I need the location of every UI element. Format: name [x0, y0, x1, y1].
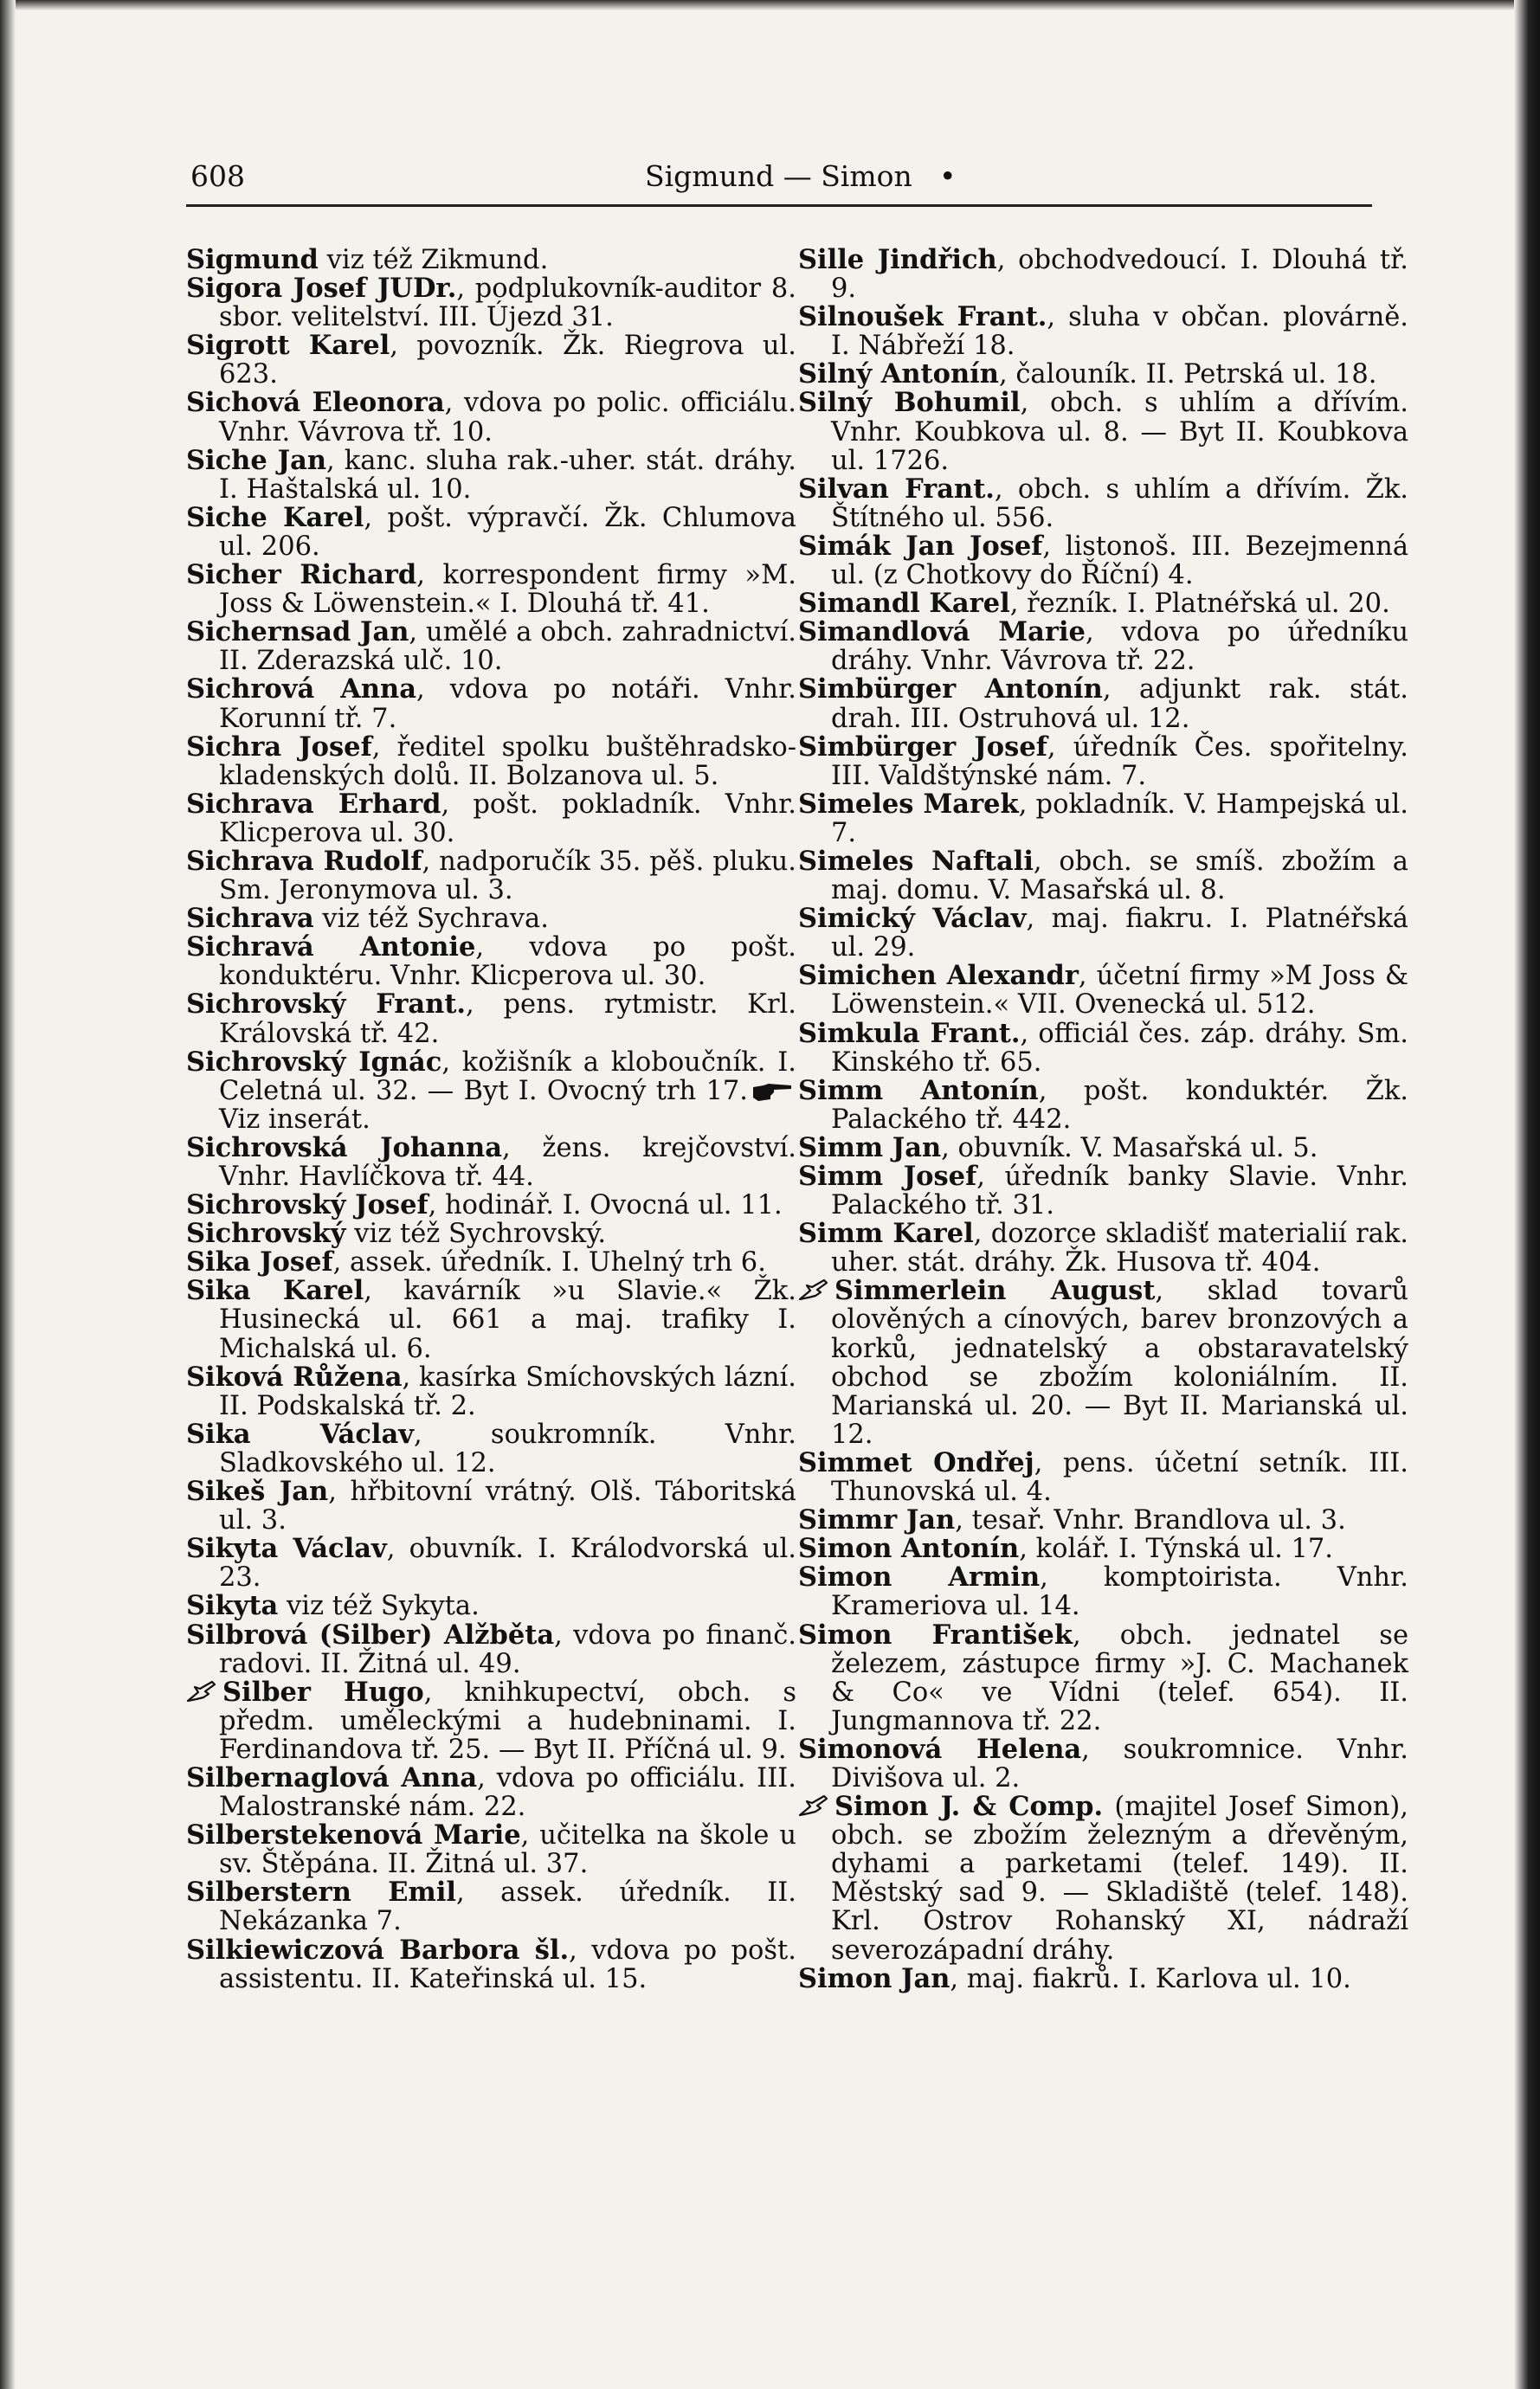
directory-entry	[186, 1048, 796, 1134]
entry-details: , povozník. Žk. Riegrova ul. 623.	[219, 331, 796, 390]
directory-entry	[798, 847, 1408, 905]
entry-name: Simichen Alexandr	[798, 960, 1079, 992]
directory-entry	[186, 1761, 796, 1823]
directory-entry	[798, 1220, 1408, 1277]
directory-entry	[186, 1363, 796, 1420]
directory-entry	[186, 332, 796, 389]
entry-details: , kolář. I. Týnská ul. 17.	[1019, 1534, 1333, 1565]
entry-details: , úředník Čes. spořitelny. III. Valdštýnské nám. 7.	[831, 731, 1408, 791]
entry-details: , obuvník. I. Králodvorská ul. 23.	[219, 1534, 796, 1594]
directory-entry	[186, 675, 796, 732]
directory-entry	[798, 733, 1408, 790]
entry-name: Sichravá Antonie	[186, 931, 476, 963]
directory-entry	[186, 1878, 796, 1935]
directory-entry	[186, 1248, 796, 1277]
directory-entry	[186, 389, 796, 446]
directory-entry	[186, 246, 796, 274]
scan-border-left	[0, 0, 16, 2389]
directory-entry	[186, 274, 796, 332]
page-number: 608	[190, 159, 245, 193]
entry-details: , účetní firmy »M Joss & Löwenstein.« VII. Ovenecká ul. 512.	[831, 961, 1408, 1021]
directory-entry	[798, 1074, 1408, 1135]
pointing-hand-icon	[798, 1794, 829, 1819]
entry-details: , kavárník »u Slavie.« Žk. Husinecká ul. 661 a maj. trafiky I. Michalská ul. 6.	[219, 1276, 796, 1364]
entry-name: Simák Jan Josef	[798, 530, 1043, 562]
entry-details: , vdova po finanč. radovi. II. Žitná ul. 49.	[219, 1619, 796, 1679]
directory-entry	[186, 1621, 796, 1678]
right-column	[798, 246, 1408, 1993]
directory-entry	[186, 1535, 796, 1592]
entry-name: Simkula Frant.	[798, 1017, 1021, 1049]
entry-details: , pokladník. V. Hampejská ul. 7.	[831, 789, 1409, 848]
directory-entry	[186, 990, 796, 1047]
entry-details: , tesař. Vnhr. Brandlova ul. 3.	[955, 1505, 1346, 1536]
entry-name: Sikyta	[186, 1590, 279, 1622]
entry-name: Simeles Naftali	[798, 845, 1034, 877]
entry-name: Siche Jan	[186, 444, 327, 476]
entry-details: , vdova po pošt. konduktéru. Vnhr. Klicperova ul. 30.	[219, 932, 796, 992]
entry-name: Simon František	[798, 1619, 1073, 1651]
pointing-hand-icon	[186, 1680, 217, 1704]
entry-name: Simonová Helena	[798, 1733, 1082, 1765]
directory-entry	[798, 1563, 1408, 1620]
entry-name: Simm Josef	[798, 1161, 977, 1192]
entry-details: , kožišník a kloboučník. I. Celetná ul. 32. — Byt I. Ovocný trh 17.	[219, 1046, 796, 1106]
entry-name: Silkiewiczová Barbora šl.	[186, 1934, 570, 1966]
entry-name: Simandlová Marie	[798, 616, 1086, 648]
directory-entry	[798, 475, 1408, 532]
entry-name: Simm Karel	[798, 1218, 974, 1250]
entry-name: Simmerlein August	[834, 1275, 1156, 1307]
directory-entry	[186, 1277, 796, 1362]
directory-entry	[186, 444, 796, 505]
entry-details: , assek. úředník. II. Nekázanka 7.	[219, 1877, 796, 1937]
directory-entry	[186, 501, 796, 562]
directory-entry	[798, 303, 1408, 360]
directory-entry	[186, 1821, 796, 1878]
entry-name: Sichrovský	[186, 1218, 346, 1250]
directory-entry	[186, 1131, 796, 1192]
entry-name: Sikeš Jan	[186, 1476, 329, 1508]
directory-entry	[798, 1735, 1408, 1793]
directory-entry	[798, 1621, 1408, 1735]
entry-name: Sichrovský Ignác	[186, 1046, 442, 1078]
entry-name: Simbürger Antonín	[798, 673, 1103, 705]
directory-entry	[186, 1220, 796, 1248]
entry-name: Simon J. & Comp.	[834, 1791, 1104, 1823]
entry-details: , obch. jednatel se železem, zástupce firmy »J. C. Machanek & Co« ve Vídni (telef. 654). II. Jungmannova tř. 22.	[831, 1619, 1408, 1736]
directory-entry	[186, 733, 796, 790]
entry-details: , listonoš. III. Bezejmenná ul. (z Chotkovy do Říční) 4.	[831, 531, 1408, 591]
directory-entry	[798, 1535, 1408, 1563]
directory-entry	[798, 675, 1408, 732]
entry-details: , pošt. konduktér. Žk. Palackého tř. 442.	[831, 1075, 1408, 1135]
entry-name: Silber Hugo	[222, 1676, 424, 1708]
directory-entry	[186, 1678, 796, 1764]
entry-details: , soukromník. Vnhr. Sladkovského ul. 12.	[219, 1419, 796, 1478]
entry-reference: Viz inserát.	[219, 1104, 371, 1135]
entry-name: Silberstekenová Marie	[186, 1819, 521, 1851]
entry-details: , vdova po polic. officiálu. Vnhr. Vávrova tř. 10.	[219, 388, 796, 448]
entry-name: Silný Antonín	[798, 358, 999, 390]
page-header	[190, 159, 1402, 197]
directory-entry	[798, 1277, 1408, 1449]
entry-name: Simeles Marek	[798, 788, 1019, 820]
entry-details: , hodinář. I. Ovocná ul. 11.	[428, 1190, 783, 1221]
entry-name: Simbürger Josef	[798, 731, 1047, 763]
entry-name: Silbernaglová Anna	[186, 1761, 478, 1793]
directory-entry	[186, 1936, 796, 1993]
entry-details: , maj. fiakrů. I. Karlova ul. 10.	[950, 1963, 1351, 1994]
entry-details: , maj. fiakru. I. Platnéřská ul. 29.	[831, 904, 1408, 963]
directory-entry	[798, 360, 1408, 389]
entry-details: , obuvník. V. Masařská ul. 5.	[941, 1132, 1318, 1163]
entry-name: Silberstern Emil	[186, 1877, 456, 1909]
directory-entry	[186, 847, 796, 905]
entry-name: Simon Armin	[798, 1562, 1041, 1594]
scan-border-right	[1514, 0, 1540, 2389]
entry-details: viz též Zikmund.	[318, 245, 549, 275]
running-head: Sigmund — Simon	[645, 159, 912, 193]
directory-entry	[798, 905, 1408, 962]
entry-details: (majitel Josef Simon), obch. se zbožím železným a dřevěným, dyhami a parketami (telef. 149). II. Městský sad 9. — Skladiště (telef. 148). Krl. Ostrov Rohanský XI, nádraží severozápadní dráhy.	[831, 1792, 1408, 1966]
entry-details: , obch. se smíš. zbožím a maj. domu. V. Masařská ul. 8.	[831, 846, 1408, 906]
entry-name: Sichová Eleonora	[186, 387, 445, 419]
entry-details: , sluha v občan. plovárně. I. Nábřeží 18.	[831, 302, 1408, 362]
header-rule	[186, 204, 1372, 207]
entry-name: Simon Antonín	[798, 1533, 1020, 1565]
directory-entry	[798, 1131, 1408, 1163]
scan-border-top	[0, 0, 1540, 10]
entry-details: , pens. rytmistr. Krl. Královská tř. 42.	[219, 989, 796, 1049]
directory-entry	[186, 790, 796, 847]
entry-details: , soukromnice. Vnhr. Divišova ul. 2.	[831, 1734, 1408, 1793]
entry-details: , nadporučík 35. pěš. pluku. Sm. Jeronymova ul. 3.	[219, 846, 796, 906]
entry-details: , vdova po úředníku dráhy. Vnhr. Vávrova tř. 22.	[831, 617, 1408, 677]
entry-name: Sichrava	[186, 903, 314, 935]
entry-name: Sikyta Václav	[186, 1533, 387, 1565]
entry-details: , vdova po pošt. assistentu. II. Kateřinská ul. 15.	[219, 1935, 796, 1994]
entry-name: Simmet Ondřej	[798, 1446, 1034, 1478]
entry-name: Silnoušek Frant.	[798, 301, 1047, 333]
directory-entry	[798, 246, 1408, 303]
entry-name: Simm Jan	[798, 1131, 942, 1163]
entry-name: Sichrava Erhard	[186, 788, 441, 820]
entry-name: Simm Antonín	[798, 1074, 1039, 1106]
entry-details: , řezník. I. Platnéřská ul. 20.	[1009, 589, 1390, 620]
entry-name: Sichrava Rudolf	[186, 845, 422, 877]
entry-name: Sigrott Karel	[186, 330, 390, 362]
entry-details: , sklad tovarů olověných a cínových, barev bronzových a korků, jednatelský a obstaravatelský obchod se zbožím koloniálním. II. Marianská ul. 20. — Byt II. Marianská ul. 12.	[831, 1276, 1408, 1450]
entry-name: Siche Karel	[186, 501, 364, 533]
entry-name: Simon Jan	[798, 1962, 950, 1994]
entry-details: , vdova po officiálu. III. Malostranské nám. 22.	[219, 1762, 796, 1823]
entry-details: , obch. s uhlím a dřívím. Vnhr. Koubkova ul. 8. — Byt II. Koubkova ul. 1726.	[831, 388, 1408, 476]
entry-name: Siková Růžena	[186, 1361, 403, 1393]
directory-entry	[798, 1162, 1408, 1220]
entry-name: Simmr Jan	[798, 1504, 956, 1536]
entry-details: viz též Sychrovský.	[345, 1219, 607, 1250]
directory-entry	[186, 933, 796, 990]
directory-entry	[798, 1446, 1408, 1508]
entry-details: , kanc. sluha rak.-uher. stát. dráhy. I. Haštalská ul. 10.	[219, 445, 796, 505]
directory-entry	[186, 1420, 796, 1478]
directory-entry	[798, 389, 1408, 474]
entry-name: Simický Václav	[798, 903, 1027, 935]
entry-name: Sicher Richard	[186, 559, 417, 591]
entry-name: Silbrová (Silber) Alžběta	[186, 1619, 555, 1651]
entry-details: , žens. krejčovství. Vnhr. Havlíčkova tř. 44.	[219, 1132, 796, 1192]
entry-details: , hřbitovní vrátný. Olš. Táboritská ul. 3.	[219, 1477, 796, 1536]
left-column	[186, 246, 796, 1993]
entry-details: , vdova po notáři. Vnhr. Korunní tř. 7.	[219, 674, 796, 734]
directory-entry	[186, 561, 796, 618]
directory-entry	[798, 589, 1408, 618]
directory-entry	[798, 1017, 1408, 1078]
directory-entry	[186, 618, 796, 675]
entry-details: , ředitel spolku buštěhradsko-kladenských dolů. II. Bolzanova ul. 5.	[219, 731, 796, 791]
entry-name: Sika Karel	[186, 1275, 364, 1307]
directory-entry	[798, 1793, 1408, 1965]
entry-details: viz též Sychrava.	[313, 904, 549, 935]
entry-details: , pens. účetní setník. III. Thunovská ul. 4.	[831, 1447, 1408, 1508]
entry-details: , umělé a obch. zahradnictví. II. Zderazská ulč. 10.	[219, 617, 796, 677]
entry-name: Sigmund	[186, 244, 319, 275]
entry-name: Sichrová Anna	[186, 673, 416, 705]
entry-name: Silný Bohumil	[798, 387, 1021, 419]
directory-entry	[186, 1478, 796, 1535]
reference-hand-icon	[751, 1082, 793, 1103]
directory-entry	[186, 1191, 796, 1220]
entry-name: Sichrovský Josef	[186, 1189, 428, 1221]
entry-details: , adjunkt rak. stát. drah. III. Ostruhová ul. 12.	[831, 674, 1408, 734]
entry-details: , korrespondent firmy »M. Joss & Löwenstein.« I. Dlouhá tř. 41.	[219, 560, 796, 620]
entry-details: viz též Sykyta.	[278, 1591, 480, 1622]
entry-details: , obch. s uhlím a dřívím. Žk. Štítného ul. 556.	[831, 473, 1408, 533]
entry-details: , čalouník. II. Petrská ul. 18.	[998, 359, 1377, 390]
directory-entry	[798, 790, 1408, 847]
entry-name: Sichrovský Frant.	[186, 988, 467, 1021]
directory-entry	[798, 1962, 1408, 1994]
entry-name: Sichra Josef	[186, 731, 372, 763]
entry-details: , podplukovník-auditor 8. sbor. velitelství. III. Újezd 31.	[219, 274, 796, 333]
entry-name: Sille Jindřich	[798, 244, 997, 275]
entry-details: , úředník banky Slavie. Vnhr. Palackého tř. 31.	[831, 1162, 1409, 1221]
entry-name: Sichrovská Johanna	[186, 1131, 502, 1163]
directory-entry	[798, 618, 1408, 675]
entry-details: , obchodvedoucí. I. Dlouhá tř. 9.	[831, 245, 1409, 305]
directory-entry	[798, 962, 1408, 1019]
entry-details: , knihkupectví, obch. s předm. uměleckými a hudebninami. I. Ferdinandova tř. 25. — Byt II. Příčná ul. 9.	[219, 1677, 796, 1765]
entry-details: , komptoirista. Vnhr. Krameriova ul. 14.	[831, 1562, 1408, 1622]
entry-details: , pošt. výpravčí. Žk. Chlumova ul. 206.	[219, 502, 796, 562]
entry-name: Sika Václav	[186, 1418, 414, 1450]
entry-details: , kasírka Smíchovských lázní. II. Podskalská tř. 2.	[219, 1362, 796, 1421]
entry-details: , učitelka na škole u sv. Štěpána. II. Žitná ul. 37.	[219, 1820, 796, 1880]
entry-name: Simandl Karel	[798, 588, 1010, 620]
directory-entry	[186, 905, 796, 933]
pointing-hand-icon	[798, 1278, 829, 1303]
entry-details: , assek. úředník. I. Uhelný trh 6.	[332, 1247, 766, 1278]
entry-details: , pošt. pokladník. Vnhr. Klicperova ul. 30.	[219, 789, 796, 848]
directory-entry	[186, 1592, 796, 1620]
directory-entry	[798, 1506, 1408, 1535]
entry-name: Sichernsad Jan	[186, 616, 409, 648]
entry-details: , officiál čes. záp. dráhy. Sm. Kinského tř. 65.	[831, 1018, 1408, 1078]
entry-name: Sigora Josef JUDr.	[186, 273, 457, 305]
directory-entry	[798, 532, 1408, 589]
header-bullet: •	[939, 159, 957, 193]
entry-name: Silvan Frant.	[798, 473, 995, 505]
entry-name: Sika Josef	[186, 1246, 333, 1278]
entry-details: , dozorce skladišť materialií rak. uher. stát. dráhy. Žk. Husova tř. 404.	[831, 1219, 1409, 1278]
